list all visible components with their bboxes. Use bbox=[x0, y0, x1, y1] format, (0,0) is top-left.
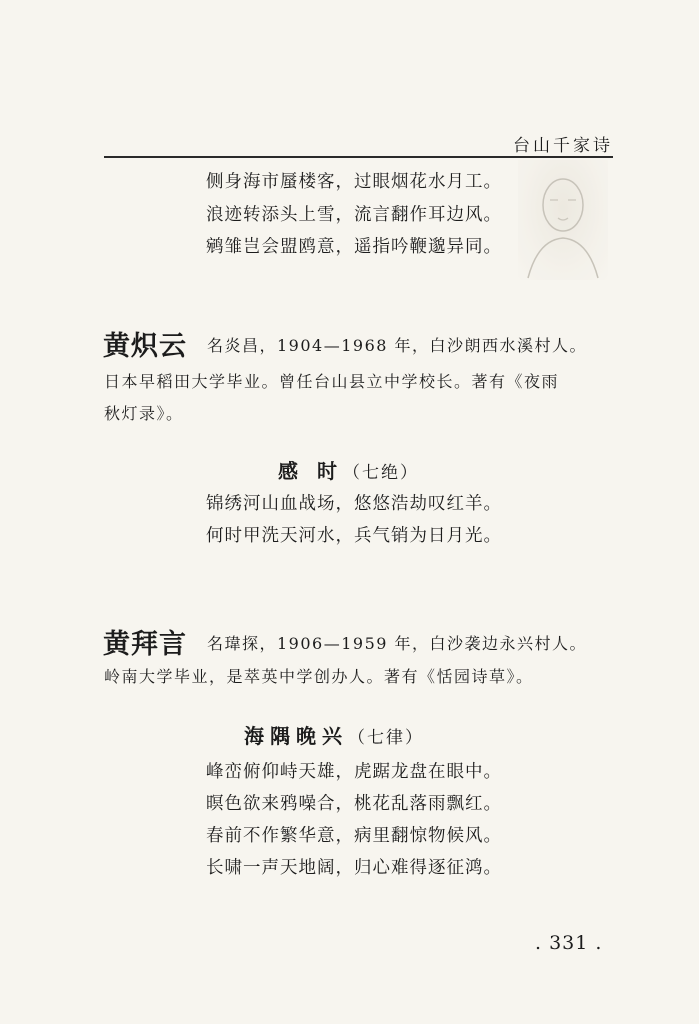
page-number: . 331 . bbox=[535, 932, 603, 954]
poem-line: 长啸一声天地阔，归心难得逐征鸿。 bbox=[206, 858, 502, 878]
author-name: 黄拜言 bbox=[103, 629, 187, 660]
poem-line: 锦绣河山血战场，悠悠浩劫叹红羊。 bbox=[206, 494, 502, 514]
portrait-figure-icon bbox=[518, 160, 608, 280]
poem-line: 侧身海市蜃楼客，过眼烟花水月工。 bbox=[206, 172, 502, 192]
poem-form: （七绝） bbox=[342, 463, 419, 483]
author-bio: 日本早稻田大学毕业。曾任台山县立中学校长。著有《夜雨 bbox=[104, 372, 560, 391]
author-bio: 岭南大学毕业，是萃英中学创办人。著有《恬园诗草》。 bbox=[104, 667, 534, 686]
poem-title-text: 感 时 bbox=[278, 459, 343, 483]
header-rule bbox=[104, 156, 613, 158]
poem-line: 鹓雏岂会盟鸥意，遥指吟鞭邈异同。 bbox=[206, 237, 502, 257]
poem-line: 峰峦俯仰峙天雄，虎踞龙盘在眼中。 bbox=[206, 762, 502, 782]
poem-line: 浪迹转添头上雪，流言翻作耳边风。 bbox=[206, 205, 502, 225]
poem-title-text: 海隅晚兴 bbox=[244, 724, 348, 748]
poem-line: 春前不作繁华意，病里翻惊物候风。 bbox=[206, 826, 502, 846]
author-name: 黄炽云 bbox=[103, 331, 187, 362]
poem-form: （七律） bbox=[348, 728, 424, 748]
author-bio: 秋灯录》。 bbox=[104, 404, 184, 423]
author-bio: 名瑋探，1906—1959 年，白沙袭边永兴村人。 bbox=[207, 634, 588, 653]
running-header: 台山千家诗 bbox=[513, 136, 613, 156]
poem-line: 暝色欲来鸦噪合，桃花乱落雨飘红。 bbox=[206, 794, 502, 814]
portrait-photo bbox=[518, 160, 608, 280]
poem-line: 何时甲洗天河水，兵气销为日月光。 bbox=[206, 526, 502, 546]
author-bio: 名炎昌，1904—1968 年，白沙朗西水溪村人。 bbox=[207, 336, 588, 355]
poem-title bbox=[278, 455, 419, 484]
poem-title bbox=[244, 720, 424, 749]
